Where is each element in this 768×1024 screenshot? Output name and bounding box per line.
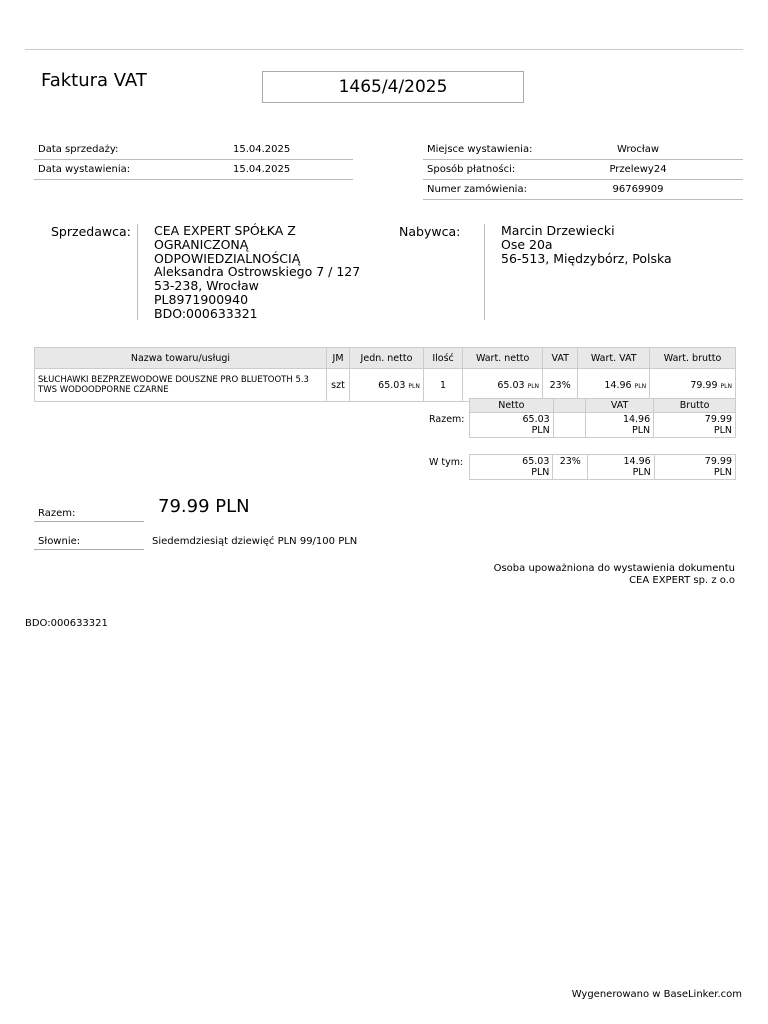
currency-label: PLN [713, 467, 732, 478]
bdo-number: BDO:000633321 [25, 618, 108, 629]
item-net-cell [463, 369, 543, 402]
breakdown-gross: 79.99 [704, 456, 732, 467]
items-header-row [35, 348, 736, 369]
currency-label: PLN [408, 382, 420, 390]
item-unit-net-cell [350, 369, 424, 402]
totals-header-row [470, 399, 736, 413]
totals-label: Razem: [429, 414, 465, 425]
meta-label: Data sprzedaży: [38, 144, 119, 155]
invoice-number: 1465/4/2025 [262, 71, 524, 103]
breakdown-net-cell [470, 455, 553, 480]
meta-value: Wrocław [616, 144, 660, 155]
col-header-gross: Wart. brutto [650, 348, 736, 369]
totals-gross-cell [654, 413, 736, 438]
seller-line: 53-238, Wrocław [154, 278, 259, 294]
item-net: 65.03 [497, 379, 525, 391]
col-header-name: Nazwa towaru/usługi [35, 348, 327, 369]
generator-footer: Wygenerowano w BaseLinker.com [571, 989, 742, 1000]
currency-label: PLN [531, 467, 550, 478]
totals-gross: 79.99 [704, 414, 732, 425]
meta-value: Przelewy24 [609, 164, 667, 175]
totals-table [469, 398, 736, 438]
breakdown-vat-cell [588, 455, 655, 480]
document-title: Faktura VAT [41, 70, 147, 91]
meta-label: Miejsce wystawienia: [427, 144, 533, 155]
breakdown-gross-cell [654, 455, 735, 480]
meta-label: Sposób płatności: [427, 164, 516, 175]
seller-line: ODPOWIEDZIALNOŚCIĄ [154, 250, 301, 266]
meta-label: Numer zamówienia: [427, 184, 527, 195]
seller-line: CEA EXPERT SPÓŁKA Z [154, 223, 296, 238]
table-row [35, 369, 736, 402]
item-vat-rate: 23% [543, 369, 578, 402]
buyer-details [484, 224, 672, 320]
meta-row-issue-date [34, 160, 353, 180]
totals-vat: 14.96 [622, 414, 651, 425]
totals-header-net: Netto [470, 399, 554, 413]
buyer-label: Nabywca: [399, 224, 461, 239]
currency-label: PLN [632, 425, 651, 436]
seller-line: OGRANICZONĄ [154, 236, 249, 252]
buyer-line: Ose 20a [501, 236, 553, 252]
totals-net: 65.03 [522, 414, 550, 425]
item-vat-cell [578, 369, 650, 402]
authorized-line-2: CEA EXPERT sp. z o.o [629, 575, 735, 586]
item-qty: 1 [423, 369, 462, 402]
currency-label: PLN [713, 425, 732, 436]
item-gross: 79.99 [690, 379, 718, 391]
meta-row-sale-date [34, 140, 353, 160]
seller-details [137, 224, 360, 320]
totals-header-gross: Brutto [654, 399, 736, 413]
seller-line: BDO:000633321 [154, 305, 258, 321]
issue-info-block [423, 140, 743, 200]
grand-total-label: Razem: [34, 508, 144, 522]
col-header-vat-rate: VAT [543, 348, 578, 369]
buyer-line: 56-513, Międzybórz, Polska [501, 250, 672, 266]
authorized-person [494, 563, 735, 587]
currency-label: PLN [720, 382, 732, 390]
top-divider [25, 49, 743, 50]
breakdown-rate: 23% [553, 455, 588, 480]
buyer-line: Marcin Drzewiecki [501, 223, 615, 238]
col-header-vat: Wart. VAT [578, 348, 650, 369]
seller-label: Sprzedawca: [51, 224, 131, 239]
col-header-unit-net: Jedn. netto [350, 348, 424, 369]
amount-in-words-value: Siedemdziesiąt dziewięć PLN 99/100 PLN [152, 536, 358, 547]
totals-header-spacer [553, 399, 585, 413]
authorized-line-1: Osoba upoważniona do wystawienia dokumentu [493, 563, 735, 574]
meta-value: 15.04.2025 [233, 144, 291, 155]
item-unit: szt [326, 369, 349, 402]
currency-label: PLN [632, 467, 651, 478]
item-name: SŁUCHAWKI BEZPRZEWODOWE DOUSZNE PRO BLUETOOTH 5.3 TWS WODOODPORNE CZARNE [35, 369, 327, 402]
breakdown-row [470, 455, 736, 480]
col-header-net: Wart. netto [463, 348, 543, 369]
item-unit-net: 65.03 [378, 379, 406, 391]
totals-header-vat: VAT [586, 399, 654, 413]
breakdown-net: 65.03 [522, 456, 550, 467]
seller-line: Aleksandra Ostrowskiego 7 / 127 [154, 264, 361, 280]
col-header-qty: Ilość [423, 348, 462, 369]
totals-spacer [553, 413, 585, 438]
item-vat: 14.96 [604, 379, 632, 391]
meta-value: 96769909 [612, 184, 664, 195]
dates-block [34, 140, 353, 180]
totals-row [470, 413, 736, 438]
currency-label: PLN [527, 382, 540, 390]
meta-value: 15.04.2025 [233, 164, 291, 175]
breakdown-label: W tym: [429, 457, 464, 468]
items-table [34, 347, 736, 402]
totals-net-cell [470, 413, 554, 438]
col-header-unit: JM [326, 348, 349, 369]
currency-label: PLN [531, 425, 550, 436]
meta-row-payment [423, 160, 743, 180]
meta-label: Data wystawienia: [38, 164, 131, 175]
breakdown-table [469, 454, 736, 480]
grand-total-value: 79.99 PLN [158, 496, 250, 517]
breakdown-vat: 14.96 [623, 456, 651, 467]
currency-label: PLN [634, 382, 647, 390]
meta-row-place [423, 140, 743, 160]
totals-vat-cell [586, 413, 654, 438]
item-gross-cell [650, 369, 736, 402]
seller-line: PL8971900940 [154, 291, 249, 307]
meta-row-order [423, 180, 743, 200]
amount-in-words-label: Słownie: [34, 536, 144, 550]
